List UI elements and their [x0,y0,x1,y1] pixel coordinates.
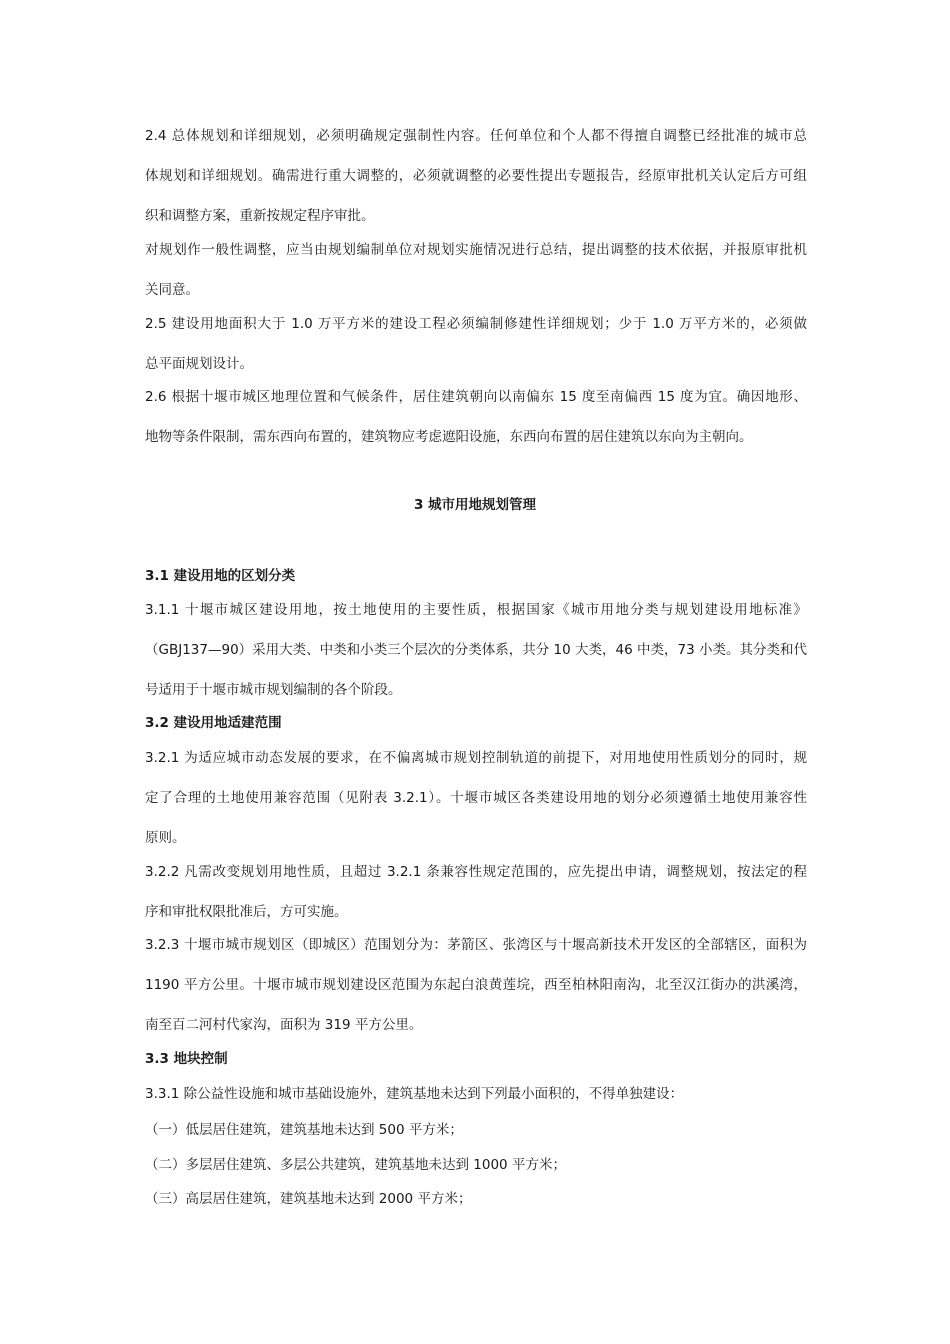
paragraph-2-6-line-2: 地物等条件限制，需东西向布置的，建筑物应考虑遮阳设施，东西向布置的居住建筑以东向为主朝向。 [145,429,753,445]
section-heading-3-2: 3.2 建设用地适建范围 [145,715,282,731]
list-item-2: （二）多层居住建筑、多层公共建筑，建筑基地未达到 1000 平方米； [145,1157,566,1173]
paragraph-3-2-2-line-2: 序和审批权限批准后，方可实施。 [145,904,348,920]
paragraph-3-1-1-line-2: （GBJ137—90）采用大类、中类和小类三个层次的分类体系，共分 10 大类，46 中类，73 小类。其分类和代 [145,642,807,658]
paragraph-2-4-line-3: 织和调整方案，重新按规定程序审批。 [145,208,375,224]
paragraph-adjust-line-2: 关同意。 [145,282,199,298]
paragraph-2-6-line-1: 2.6 根据十堰市城区地理位置和气候条件，居住建筑朝向以南偏东 15 度至南偏西 15 度为宜。确因地形、 [145,389,807,405]
paragraph-3-2-2-line-1: 3.2.2 凡需改变规划用地性质，且超过 3.2.1 条兼容性规定范围的，应先提出申请，调整规划，按法定的程 [145,864,807,880]
list-item-3: （三）高层居住建筑，建筑基地未达到 2000 平方米； [145,1191,472,1207]
paragraph-3-2-3-line-1: 3.2.3 十堰市城市规划区（即城区）范围划分为：茅箭区、张湾区与十堰高新技术开发区的全部辖区，面积为 [145,937,807,953]
section-heading-3-1: 3.1 建设用地的区划分类 [145,568,296,584]
paragraph-3-1-1-line-1: 3.1.1 十堰市城区建设用地，按土地使用的主要性质，根据国家《城市用地分类与规划建设用地标准》 [145,602,807,618]
paragraph-2-4-line-1: 2.4 总体规划和详细规划，必须明确规定强制性内容。任何单位和个人都不得擅自调整已经批准的城市总 [145,128,807,144]
paragraph-3-2-3-line-2: 1190 平方公里。十堰市城市规划建设区范围为东起白浪黄莲垸，西至柏林阳南沟，北至汉江街办的洪溪湾， [145,977,807,993]
paragraph-2-4-line-2: 体规划和详细规划。确需进行重大调整的，必须就调整的必要性提出专题报告，经原审批机关认定后方可组 [145,168,807,184]
list-item-1: （一）低层居住建筑，建筑基地未达到 500 平方米； [145,1122,463,1138]
paragraph-3-2-1-line-2: 定了合理的土地使用兼容范围（见附表 3.2.1）。十堰市城区各类建设用地的划分必须遵循土地使用兼容性 [145,790,807,806]
chapter-heading-3: 3 城市用地规划管理 [413,497,537,513]
paragraph-3-2-1-line-1: 3.2.1 为适应城市动态发展的要求，在不偏离城市规划控制轨道的前提下，对用地使用性质划分的同时，规 [145,750,807,766]
paragraph-3-2-1-line-3: 原则。 [145,830,186,846]
paragraph-3-1-1-line-3: 号适用于十堰市城市规划编制的各个阶段。 [145,682,402,698]
paragraph-2-5-line-1: 2.5 建设用地面积大于 1.0 万平方米的建设工程必须编制修建性详细规划；少于 1.0 万平方米的，必须做 [145,316,807,332]
paragraph-2-5-line-2: 总平面规划设计。 [145,356,253,372]
paragraph-3-3-1: 3.3.1 除公益性设施和城市基础设施外，建筑基地未达到下列最小面积的，不得单独建设： [145,1086,684,1102]
section-heading-3-3: 3.3 地块控制 [145,1051,228,1067]
paragraph-adjust-line-1: 对规划作一般性调整，应当由规划编制单位对规划实施情况进行总结，提出调整的技术依据，并报原审批机 [145,242,807,258]
paragraph-3-2-3-line-3: 南至百二河村代家沟，面积为 319 平方公里。 [145,1017,423,1033]
